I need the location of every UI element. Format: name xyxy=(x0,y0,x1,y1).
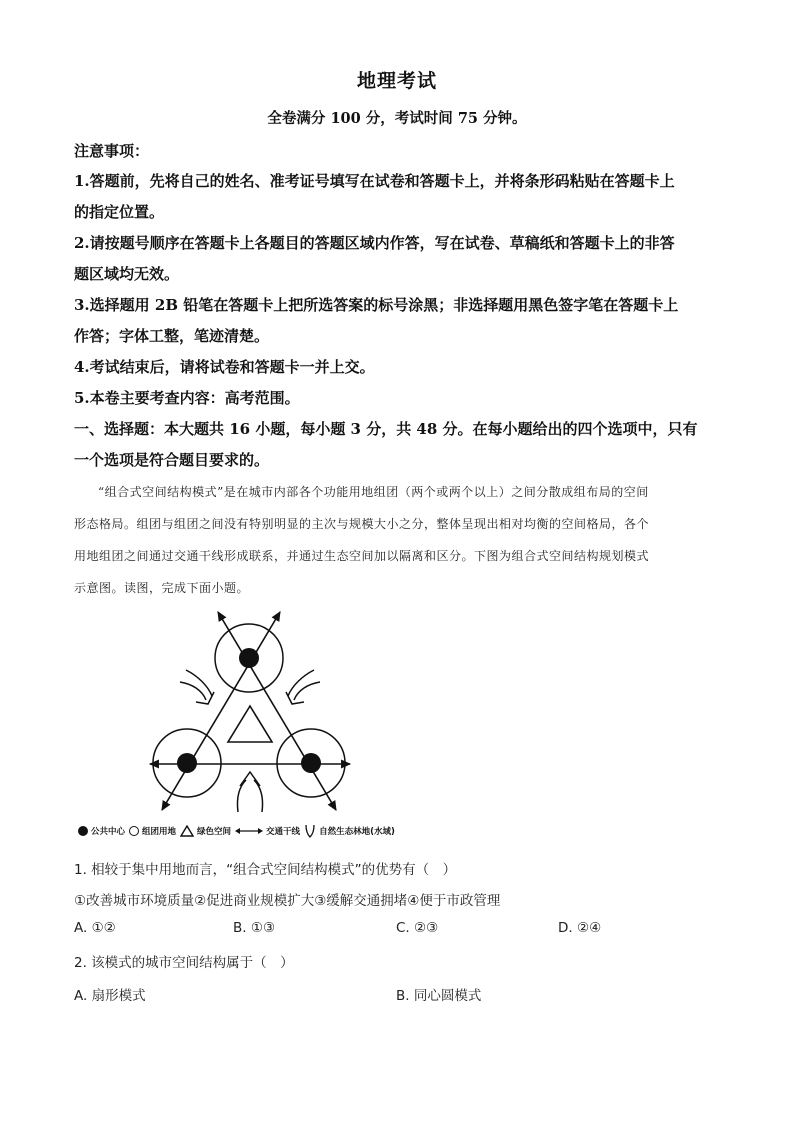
woodland-arrow-left-outer xyxy=(186,670,212,696)
public-center-top xyxy=(239,648,259,668)
trunk-line-left xyxy=(162,612,280,810)
section-heading: 一、选择题：本大题共 16 小题，每小题 3 分，共 48 分。在每小题给出的四个选项中，只有 xyxy=(74,420,698,438)
legend-label: 自然生态林地(水域) xyxy=(319,827,395,837)
question-1-option-d: D. ②④ xyxy=(558,920,602,936)
passage xyxy=(74,476,724,604)
woodland-arrow-right-outer xyxy=(288,670,314,696)
legend-item-woodland xyxy=(304,824,395,838)
passage-line: 形态格局。组团与组团之间没有特别明显的主次与规模大小之分，整体呈现出相对均衡的空间格局，各个 xyxy=(74,517,650,531)
passage-line: “组合式空间结构模式”是在城市内部各个功能用地组团（两个或两个以上）之间分散成组布局的空间 xyxy=(98,485,649,499)
diagram-legend xyxy=(78,823,399,839)
public-centers xyxy=(177,648,321,773)
green-space-triangle xyxy=(228,706,272,742)
legend-item-green-space xyxy=(180,825,231,837)
section-heading: 一个选项是符合题目要求的。 xyxy=(74,451,270,469)
public-center-left xyxy=(177,753,197,773)
exam-subtitle: 全卷满分 100 分，考试时间 75 分钟。 xyxy=(267,110,527,127)
question-2-option-b: B. 同心圆模式 xyxy=(396,988,482,1004)
legend-item-trunk-line xyxy=(235,825,300,837)
woodland-arrow-left xyxy=(180,682,206,700)
triangle-icon xyxy=(180,825,194,837)
question-2-option-a: A. 扇形模式 xyxy=(74,988,146,1004)
notice-line: 作答；字体工整，笔迹清楚。 xyxy=(74,327,270,345)
ring-circle-icon xyxy=(129,826,139,836)
question-1-statements: ①改善城市环境质量②促进商业规模扩大③缓解交通拥堵④便于市政管理 xyxy=(74,893,501,909)
notice-heading: 注意事项： xyxy=(74,142,150,160)
legend-label: 公共中心 xyxy=(91,827,126,837)
passage-line: 示意图。读图，完成下面小题。 xyxy=(74,581,250,595)
question-2-stem: 2. 该模式的城市空间结构属于（ ） xyxy=(74,955,294,971)
woodland-arrow-right xyxy=(294,682,320,700)
question-1-option-b: B. ①③ xyxy=(233,920,276,936)
trunk-line-right xyxy=(218,612,336,810)
notice-line: 题区域均无效。 xyxy=(74,265,180,283)
notice-line: 3.选择题用 2B 铅笔在答题卡上把所选答案的标号涂黑；非选择题用黑色签字笔在答题卡上 xyxy=(74,296,679,314)
question-1-stem: 1. 相较于集中用地而言，“组合式空间结构模式”的优势有（ ） xyxy=(74,862,457,878)
double-arrow-icon xyxy=(235,827,263,835)
curved-arrow-icon xyxy=(304,824,316,838)
notice-line: 的指定位置。 xyxy=(74,203,165,221)
question-1-option-a: A. ①② xyxy=(74,920,116,936)
transport-trunk-lines xyxy=(150,612,350,810)
legend-item-public-center xyxy=(78,825,125,837)
notice-line: 1.答题前，先将自己的姓名、准考证号填写在试卷和答题卡上，并将条形码粘贴在答题卡上 xyxy=(74,172,675,190)
exam-title: 地理考试 xyxy=(356,70,437,92)
public-center-right xyxy=(301,753,321,773)
passage-line: 用地组团之间通过交通干线形成联系，并通过生态空间加以隔离和区分。下图为组合式空间结构规划模式 xyxy=(74,549,650,563)
legend-label: 绿色空间 xyxy=(197,827,232,837)
legend-label: 交通干线 xyxy=(266,827,301,837)
urban-structure-diagram xyxy=(140,600,360,818)
notice-line: 2.请按题号顺序在答题卡上各题目的答题区域内作答，写在试卷、草稿纸和答题卡上的非答 xyxy=(74,234,675,252)
legend-label: 组团用地 xyxy=(142,827,177,837)
question-1-option-c: C. ②③ xyxy=(396,920,439,936)
notice-line: 4.考试结束后，请将试卷和答题卡一并上交。 xyxy=(74,358,375,376)
notice-line: 5.本卷主要考查内容：高考范围。 xyxy=(74,389,300,407)
legend-item-cluster-land xyxy=(129,825,176,837)
filled-circle-icon xyxy=(78,826,88,836)
